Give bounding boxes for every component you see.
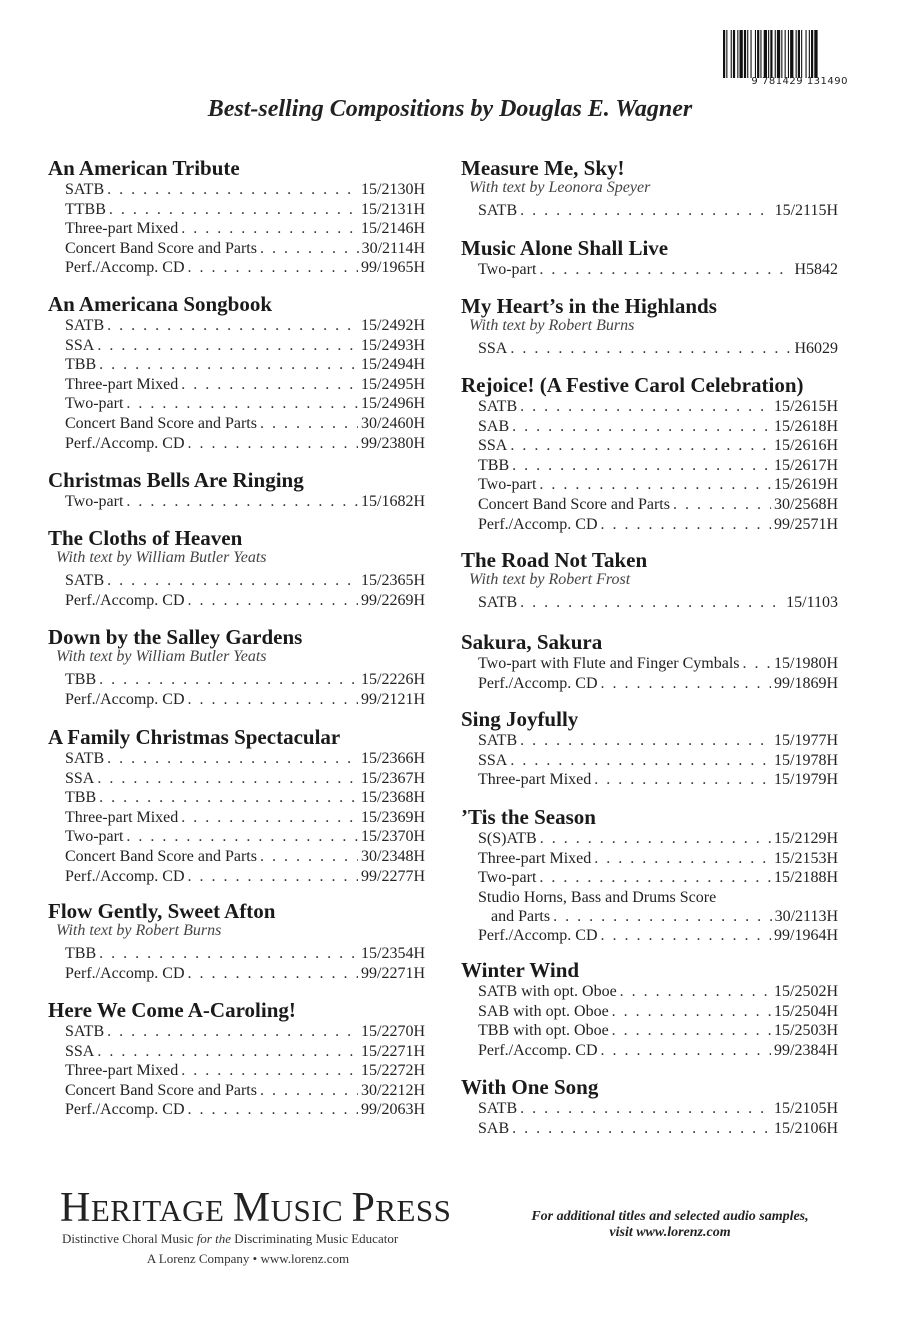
catalog-number: 99/1965H — [361, 259, 425, 277]
catalog-number: 15/2105H — [774, 1100, 838, 1117]
barcode-bar — [747, 30, 748, 78]
barcode-bar — [777, 30, 780, 78]
edition-label: Three-part Mixed — [478, 771, 592, 789]
edition-label: SATB — [478, 732, 518, 749]
leader-dots — [612, 1003, 771, 1021]
edition-label: Three-part Mixed — [65, 375, 179, 393]
barcode-bar — [785, 30, 786, 78]
barcode-bar — [757, 30, 759, 78]
leader-dots — [520, 398, 771, 416]
composition-credit: With text by Robert Burns — [469, 317, 635, 334]
edition-row — [65, 376, 425, 396]
edition-row — [478, 516, 838, 536]
leader-dots — [107, 317, 358, 335]
leader-dots — [97, 337, 358, 355]
edition-row — [65, 965, 425, 985]
leader-dots — [107, 1023, 358, 1041]
edition-label: TBB — [65, 789, 97, 807]
edition-row — [65, 848, 425, 868]
catalog-number: 15/1979H — [774, 771, 838, 789]
edition-label: Perf./Accomp. CD — [65, 1101, 185, 1119]
leader-dots — [107, 750, 358, 768]
composition-credit: With text by Robert Frost — [469, 571, 631, 588]
composition-title: Music Alone Shall Live — [461, 236, 669, 260]
catalog-number: 15/2619H — [774, 476, 838, 494]
leader-dots — [181, 1062, 358, 1080]
leader-dots — [512, 1120, 771, 1138]
edition-label: Concert Band Score and Parts — [65, 239, 257, 257]
page-title: Best-selling Compositions by Douglas E. Wagner — [207, 96, 693, 122]
leader-dots — [97, 1043, 358, 1061]
leader-dots — [510, 340, 791, 358]
edition-row — [478, 1003, 838, 1023]
composition-title: Measure Me, Sky! — [461, 156, 625, 180]
edition-row — [65, 592, 425, 612]
leader-dots — [99, 356, 358, 374]
leader-dots — [97, 770, 358, 788]
edition-row — [65, 770, 425, 790]
leader-dots — [99, 789, 358, 807]
edition-row — [65, 435, 425, 455]
catalog-number: 15/2226H — [361, 671, 425, 688]
edition-row — [65, 572, 425, 592]
leader-dots — [520, 1100, 771, 1118]
edition-label: Perf./Accomp. CD — [478, 515, 598, 533]
barcode — [722, 30, 848, 88]
catalog-number: 15/2272H — [361, 1062, 425, 1080]
leader-dots — [539, 261, 791, 279]
leader-dots — [512, 418, 771, 436]
catalog-number: 15/2493H — [361, 336, 425, 354]
edition-label: SATB — [478, 202, 518, 219]
catalog-number: 15/2106H — [774, 1119, 838, 1137]
edition-row — [478, 1022, 838, 1042]
edition-label: TBB with opt. Oboe — [478, 1022, 609, 1040]
leader-dots — [126, 395, 358, 413]
leader-dots — [99, 671, 358, 689]
edition-label: Perf./Accomp. CD — [478, 674, 598, 692]
leader-dots — [601, 927, 771, 945]
catalog-number: 15/2367H — [361, 769, 425, 787]
composition-title: An Americana Songbook — [48, 292, 273, 316]
edition-label: Two-part with Flute and Finger Cymbals — [478, 655, 740, 672]
composition-title: Christmas Bells Are Ringing — [48, 468, 304, 492]
catalog-number: 99/2277H — [361, 867, 425, 885]
leader-dots — [601, 516, 771, 534]
edition-label: Three-part Mixed — [65, 220, 179, 238]
leader-dots — [673, 496, 771, 514]
catalog-number: 99/2571H — [774, 515, 838, 533]
catalog-number: 15/2492H — [361, 317, 425, 334]
leader-dots — [188, 1101, 358, 1119]
catalog-number: H6029 — [794, 340, 838, 357]
leader-dots — [260, 415, 358, 433]
composition-title: Rejoice! (A Festive Carol Celebration) — [461, 373, 804, 397]
edition-label: SAB — [478, 417, 510, 435]
edition-label: Perf./Accomp. CD — [65, 867, 185, 885]
edition-row — [65, 259, 425, 279]
leader-dots — [620, 983, 771, 1001]
catalog-number: 15/2270H — [361, 1023, 425, 1040]
edition-row — [65, 1101, 425, 1121]
catalog-number: 15/2615H — [774, 398, 838, 415]
edition-label: TBB — [478, 456, 510, 474]
edition-label: SATB — [478, 594, 518, 611]
barcode-bar — [723, 30, 725, 78]
edition-label: SATB — [65, 1023, 105, 1040]
catalog-number: 15/2368H — [361, 789, 425, 807]
edition-label: Three-part Mixed — [65, 1062, 179, 1080]
edition-row — [65, 828, 425, 848]
edition-row — [478, 830, 838, 850]
edition-row — [478, 850, 838, 870]
edition-row — [65, 750, 425, 770]
composition-title: Sing Joyfully — [461, 707, 579, 731]
edition-label: Concert Band Score and Parts — [65, 848, 257, 865]
edition-label: SSA — [65, 769, 95, 787]
edition-row — [65, 789, 425, 809]
composition-credit: With text by William Butler Yeats — [56, 549, 267, 566]
leader-dots — [99, 945, 358, 963]
catalog-number: 99/2380H — [361, 434, 425, 452]
edition-label: Perf./Accomp. CD — [65, 964, 185, 982]
composition-title: Down by the Salley Gardens — [48, 625, 303, 649]
edition-label: SSA — [478, 340, 508, 357]
catalog-number: 30/2460H — [361, 415, 425, 432]
catalog-number: 15/2496H — [361, 395, 425, 413]
leader-dots — [601, 1042, 771, 1060]
barcode-bar — [764, 30, 767, 78]
footer-note — [470, 1209, 870, 1241]
leader-dots — [540, 830, 771, 848]
edition-row — [65, 317, 425, 337]
edition-label: Perf./Accomp. CD — [65, 434, 185, 452]
barcode-bar — [733, 30, 735, 78]
barcode-bar — [726, 30, 727, 78]
leader-dots — [109, 201, 358, 219]
edition-label: and Parts — [491, 907, 551, 925]
catalog-number: 15/2130H — [361, 181, 425, 198]
edition-label: Perf./Accomp. CD — [478, 1041, 598, 1059]
composition-title: A Family Christmas Spectacular — [48, 725, 341, 749]
catalog-number: 99/2063H — [361, 1101, 425, 1119]
catalog-number: 99/2269H — [361, 591, 425, 609]
edition-row — [478, 457, 838, 477]
leader-dots — [601, 675, 771, 693]
edition-row — [478, 752, 838, 772]
edition-label: SATB with opt. Oboe — [478, 983, 617, 1000]
catalog-number: 30/2113H — [774, 907, 838, 925]
catalog-number: 15/2616H — [774, 437, 838, 455]
barcode-bar — [751, 30, 752, 78]
catalog-number: 15/2271H — [361, 1042, 425, 1060]
catalog-number: 15/1682H — [361, 493, 425, 510]
edition-row — [65, 1062, 425, 1082]
barcode-number: 9 781429 131490 — [751, 76, 848, 87]
edition-label: Perf./Accomp. CD — [65, 690, 185, 708]
edition-row — [65, 415, 425, 435]
barcode-bar — [814, 30, 817, 78]
catalog-number: 99/1869H — [774, 674, 838, 692]
edition-label: SAB with opt. Oboe — [478, 1002, 609, 1020]
barcode-bar — [768, 30, 769, 78]
publisher-tagline: Distinctive Choral Music for the Discriminating Music Educator — [62, 1231, 399, 1246]
edition-label: Two-part — [65, 395, 124, 413]
leader-dots — [612, 1022, 771, 1040]
edition-row — [65, 1043, 425, 1063]
barcode-bar — [788, 30, 789, 78]
leader-dots — [539, 476, 771, 494]
catalog-number: 99/2271H — [361, 964, 425, 982]
catalog-number: 99/2384H — [774, 1041, 838, 1059]
edition-row — [65, 240, 425, 260]
composition-title: An American Tribute — [48, 156, 240, 180]
leader-dots — [260, 1082, 358, 1100]
catalog-number: 15/2129H — [774, 830, 838, 847]
leader-dots — [126, 493, 358, 511]
edition-label: SATB — [65, 572, 105, 589]
edition-row — [65, 493, 425, 513]
edition-label: SAB — [478, 1119, 510, 1137]
edition-row — [65, 671, 425, 691]
edition-row — [478, 1120, 838, 1140]
edition-row — [65, 181, 425, 201]
leader-dots — [539, 869, 771, 887]
catalog-number: 15/2146H — [361, 220, 425, 238]
edition-label: Concert Band Score and Parts — [478, 496, 670, 513]
leader-dots — [107, 572, 358, 590]
edition-label: Perf./Accomp. CD — [65, 591, 185, 609]
composition-title: With One Song — [461, 1075, 599, 1099]
leader-dots — [181, 220, 358, 238]
barcode-bar — [798, 30, 800, 78]
edition-row — [478, 594, 838, 614]
composition-title: Winter Wind — [461, 958, 580, 982]
catalog-number: 15/2131H — [361, 200, 425, 218]
leader-dots — [260, 848, 358, 866]
catalog-number: 15/2354H — [361, 945, 425, 962]
barcode-bar — [781, 30, 782, 78]
edition-row — [65, 337, 425, 357]
edition-row — [478, 1042, 838, 1062]
edition-row — [478, 771, 838, 791]
edition-label: Two-part — [478, 869, 537, 887]
catalog-number: 15/2617H — [774, 456, 838, 474]
edition-row — [478, 261, 838, 281]
barcode-bar — [796, 30, 797, 78]
edition-row — [65, 1023, 425, 1043]
edition-row — [478, 655, 838, 675]
edition-label: Two-part — [478, 476, 537, 494]
catalog-number: 99/1964H — [774, 927, 838, 945]
catalog-number: 15/2618H — [774, 417, 838, 435]
edition-row — [478, 340, 838, 360]
publisher-name: HERITAGE MUSIC PRESS — [60, 1185, 452, 1231]
edition-row — [478, 869, 838, 889]
catalog-number: 15/1980H — [774, 655, 838, 672]
edition-label: Studio Horns, Bass and Drums Score — [478, 888, 717, 906]
edition-row — [65, 945, 425, 965]
edition-label: Perf./Accomp. CD — [65, 259, 185, 277]
barcode-bar — [740, 30, 743, 78]
barcode-bar — [744, 30, 746, 78]
edition-label: Concert Band Score and Parts — [65, 415, 257, 432]
catalog-number: 15/2370H — [361, 828, 425, 846]
leader-dots — [188, 965, 358, 983]
edition-label: Perf./Accomp. CD — [478, 927, 598, 945]
edition-row — [65, 201, 425, 221]
barcode-bar — [755, 30, 756, 78]
catalog-number: 15/2503H — [774, 1022, 838, 1040]
composition-title: The Road Not Taken — [461, 548, 648, 572]
leader-dots — [260, 240, 359, 258]
catalog-number: 15/2494H — [361, 356, 425, 374]
leader-dots — [126, 828, 358, 846]
composition-credit: With text by William Butler Yeats — [56, 648, 267, 665]
edition-label: TBB — [65, 945, 97, 962]
composition-title: My Heart’s in the Highlands — [461, 294, 717, 318]
edition-label: SATB — [65, 750, 105, 767]
edition-row — [65, 868, 425, 888]
catalog-number: 99/2121H — [361, 690, 425, 708]
edition-row — [478, 927, 838, 947]
leader-dots — [188, 435, 358, 453]
edition-row — [478, 476, 838, 496]
catalog-number: 15/2502H — [774, 983, 838, 1000]
edition-row — [478, 418, 838, 438]
leader-dots — [520, 594, 783, 612]
edition-label: Two-part — [65, 493, 124, 510]
edition-label: SATB — [65, 317, 105, 334]
catalog-number: 15/2115H — [774, 202, 838, 219]
barcode-bar — [760, 30, 761, 78]
leader-dots — [107, 181, 358, 199]
edition-row — [65, 395, 425, 415]
edition-label: Two-part — [65, 828, 124, 846]
barcode-bar — [775, 30, 776, 78]
catalog-number: 15/2495H — [361, 375, 425, 393]
leader-dots — [520, 732, 771, 750]
edition-label: TBB — [65, 671, 97, 688]
edition-label: SATB — [478, 1100, 518, 1117]
leader-dots — [188, 592, 358, 610]
catalog-number: 15/2504H — [774, 1002, 838, 1020]
edition-row — [491, 908, 838, 928]
catalog-number: H5842 — [794, 261, 838, 278]
barcode-bar — [806, 30, 807, 78]
edition-row — [478, 496, 838, 516]
leader-dots — [510, 752, 771, 770]
composition-title: Here We Come A-Caroling! — [48, 998, 296, 1022]
footer-note-line1: For additional titles and selected audio samples, — [531, 1209, 809, 1224]
edition-label: TTBB — [65, 200, 106, 218]
leader-dots — [512, 457, 771, 475]
catalog-number: 30/2114H — [361, 239, 425, 257]
catalog-number: 15/1977H — [774, 732, 838, 749]
catalog-number: 30/2568H — [774, 496, 838, 513]
leader-dots — [188, 691, 358, 709]
edition-label: SSA — [65, 1042, 95, 1060]
composition-title: Sakura, Sakura — [461, 630, 603, 654]
edition-row — [478, 732, 838, 752]
catalog-number: 15/1103 — [786, 594, 838, 611]
catalog-number: 30/2212H — [361, 1081, 425, 1099]
catalog-number: 15/2369H — [361, 808, 425, 826]
edition-row — [65, 809, 425, 829]
leader-dots — [181, 376, 358, 394]
edition-label: Three-part Mixed — [65, 808, 179, 826]
leader-dots — [181, 809, 358, 827]
barcode-bar — [770, 30, 772, 78]
edition-label: SSA — [478, 751, 508, 769]
edition-row — [478, 1100, 838, 1120]
composition-title: The Cloths of Heaven — [48, 526, 243, 550]
catalog-number: 15/2365H — [361, 572, 425, 589]
edition-row — [478, 983, 838, 1003]
barcode-bar — [731, 30, 732, 78]
barcode-bar — [737, 30, 738, 78]
leader-dots — [553, 908, 771, 926]
edition-label: SSA — [478, 437, 508, 455]
composition-title: ’Tis the Season — [461, 805, 596, 829]
leader-dots — [188, 259, 358, 277]
catalog-number: 15/2366H — [361, 750, 425, 767]
edition-label: SSA — [65, 336, 95, 354]
catalog-number: 30/2348H — [361, 848, 425, 865]
edition-label: SATB — [65, 181, 105, 198]
edition-label: SATB — [478, 398, 518, 415]
edition-row — [478, 398, 838, 418]
edition-label: TBB — [65, 356, 97, 374]
leader-dots — [743, 655, 771, 673]
leader-dots — [594, 850, 771, 868]
catalog-number: 15/1978H — [774, 751, 838, 769]
catalog-number: 15/2188H — [774, 869, 838, 887]
footer-note-line2: visit www.lorenz.com — [609, 1225, 731, 1240]
leader-dots — [594, 771, 771, 789]
edition-row — [65, 220, 425, 240]
edition-label: Two-part — [478, 261, 537, 278]
edition-label: Concert Band Score and Parts — [65, 1081, 257, 1099]
catalog-number: 15/2153H — [774, 849, 838, 867]
leader-dots — [188, 868, 358, 886]
barcode-bar — [809, 30, 810, 78]
edition-row — [65, 356, 425, 376]
edition-row — [65, 1082, 425, 1102]
edition-row — [478, 437, 838, 457]
edition-label: Three-part Mixed — [478, 849, 592, 867]
leader-dots — [520, 202, 771, 220]
edition-row — [478, 202, 838, 222]
composition-credit: With text by Leonora Speyer — [469, 179, 651, 196]
composition-credit: With text by Robert Burns — [56, 922, 222, 939]
composition-title: Flow Gently, Sweet Afton — [48, 899, 276, 923]
publisher-subline: A Lorenz Company • www.lorenz.com — [146, 1251, 350, 1266]
barcode-bars — [722, 30, 848, 78]
barcode-bar — [801, 30, 802, 78]
edition-row — [65, 691, 425, 711]
leader-dots — [510, 437, 771, 455]
barcode-bar — [790, 30, 793, 78]
barcode-bar — [811, 30, 813, 78]
edition-label: S(S)ATB — [478, 830, 537, 847]
edition-row — [478, 675, 838, 695]
